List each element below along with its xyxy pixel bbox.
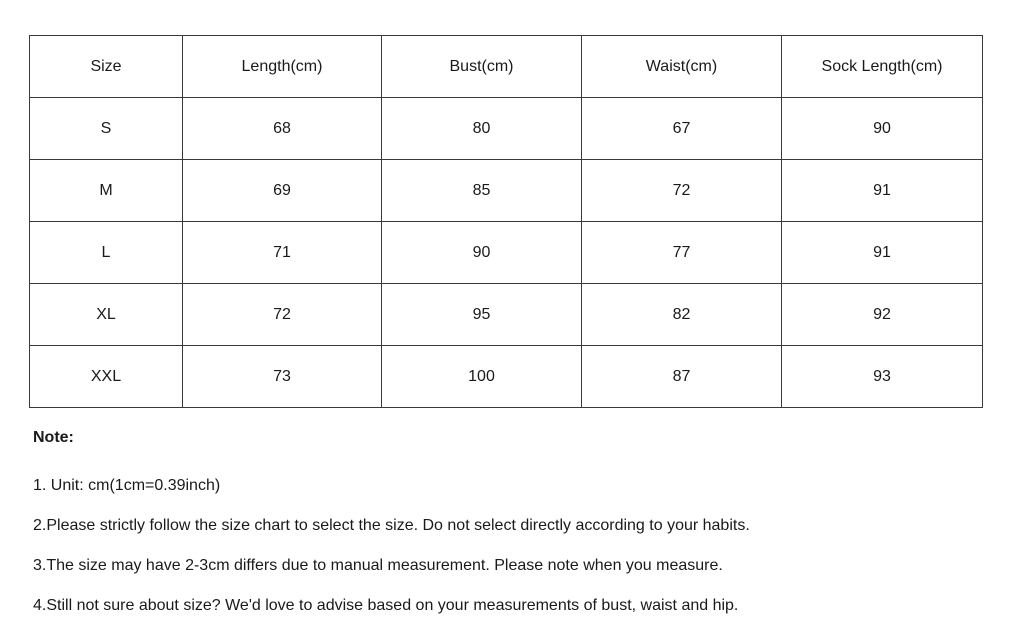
table-cell: 80: [382, 98, 582, 160]
table-cell: 87: [582, 346, 782, 408]
table-cell: 95: [382, 284, 582, 346]
header-length: Length(cm): [183, 36, 382, 98]
table-cell: 85: [382, 160, 582, 222]
table-cell: 90: [382, 222, 582, 284]
note-title: Note:: [33, 429, 74, 446]
table-cell: 72: [582, 160, 782, 222]
note-unit: 1. Unit: cm(1cm=0.39inch): [33, 477, 221, 494]
notes-section: [33, 428, 750, 636]
table-cell: S: [30, 98, 183, 160]
header-size: Size: [30, 36, 183, 98]
table-row: [30, 98, 983, 160]
header-sock-length: Sock Length(cm): [782, 36, 983, 98]
table-cell: 82: [582, 284, 782, 346]
table-cell: L: [30, 222, 183, 284]
table-cell: XL: [30, 284, 183, 346]
table-cell: 91: [782, 160, 983, 222]
table-cell: 68: [183, 98, 382, 160]
table-cell: 73: [183, 346, 382, 408]
table-row: [30, 222, 983, 284]
note-measurement-difference: 3.The size may have 2-3cm differs due to manual measurement. Please note when you measure.: [33, 557, 723, 574]
header-waist: Waist(cm): [582, 36, 782, 98]
table-row: [30, 346, 983, 408]
table-cell: 92: [782, 284, 983, 346]
table-cell: 91: [782, 222, 983, 284]
table-cell: 100: [382, 346, 582, 408]
table-cell: 71: [183, 222, 382, 284]
table-cell: M: [30, 160, 183, 222]
table-cell: 69: [183, 160, 382, 222]
table-row: [30, 160, 983, 222]
table-cell: 90: [782, 98, 983, 160]
header-bust: Bust(cm): [382, 36, 582, 98]
table-row: [30, 284, 983, 346]
size-chart-table: [29, 35, 983, 408]
table-cell: XXL: [30, 346, 183, 408]
table-header-row: [30, 36, 983, 98]
table-cell: 77: [582, 222, 782, 284]
table-cell: 67: [582, 98, 782, 160]
note-size-advice: 4.Still not sure about size? We'd love to advise based on your measurements of bust, waist and hip.: [33, 597, 739, 614]
note-follow-size-chart: 2.Please strictly follow the size chart to select the size. Do not select directly according to your habits.: [33, 517, 750, 534]
table-cell: 72: [183, 284, 382, 346]
table-cell: 93: [782, 346, 983, 408]
